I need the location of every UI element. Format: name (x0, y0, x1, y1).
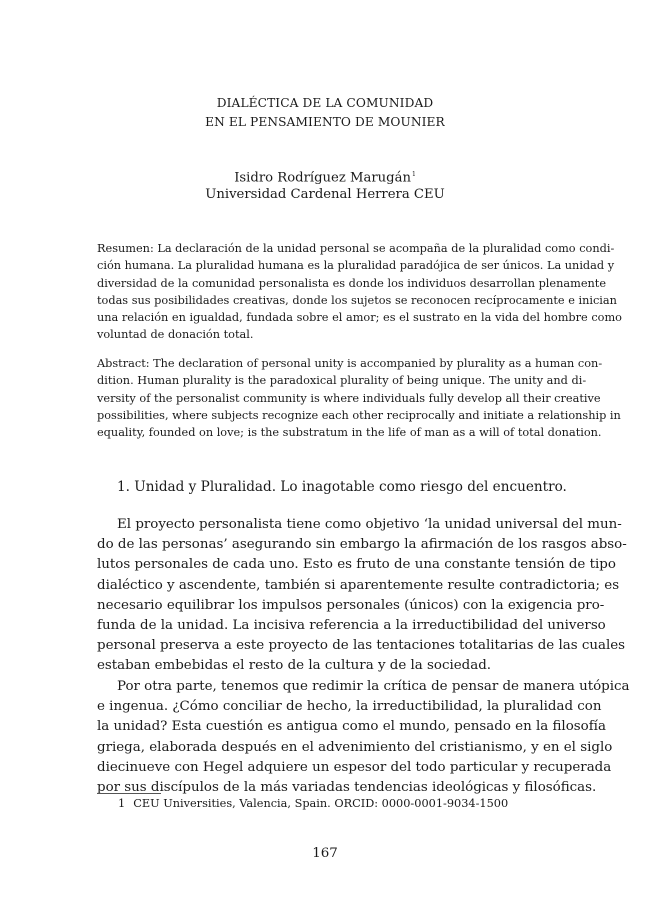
abstract-spanish-line: ción humana. La pluralidad humana es la pluralidad paradójica de ser únicos. La unidad y (97, 259, 615, 273)
abstract-spanish (97, 240, 622, 344)
paragraph-line: funda de la unidad. La incisiva referencia a la irreductibilidad del universo (97, 617, 606, 633)
paragraph-line: Por otra parte, tenemos que redimir la crítica de pensar de manera utópica (117, 679, 630, 694)
paragraph-line: la unidad? Esta cuestión es antigua como el mundo, pensado en la filosofía (97, 719, 606, 735)
abstract-english-line: possibilities, where subjects recognize each other reciprocally and initiate a relationship in (97, 408, 621, 422)
paragraph-line: necesario equilibrar los impulsos personales (únicos) con la exigencia pro- (97, 597, 605, 613)
article-title-line-1: DIALÉCTICA DE LA COMUNIDAD (216, 96, 434, 110)
abstract-english-line: Abstract: The declaration of personal unity is accompanied by plurality as a human con- (97, 357, 603, 370)
footnote (118, 796, 508, 812)
author-footnote-mark[interactable]: 1 (411, 171, 416, 178)
abstract-english (97, 355, 621, 441)
paragraph-line: do de las personas’ asegurando sin embargo la afirmación de los rasgos abso- (97, 537, 627, 553)
body-paragraph-2 (97, 677, 630, 798)
paragraph-line: El proyecto personalista tiene como objetivo ‘la unidad universal del mun- (117, 517, 622, 532)
paragraph-line: personal preserva a este proyecto de las tentaciones totalitarias de las cuales (97, 638, 626, 654)
author-affiliation: Universidad Cardenal Herrera CEU (205, 187, 445, 202)
abstract-english-line: equality, founded on love; is the substratum in the life of man as a will of total donation. (97, 426, 602, 440)
abstract-spanish-line: todas sus posibilidades creativas, donde los sujetos se reconocen recíprocamente e inician (97, 293, 617, 307)
body-paragraph-1 (97, 515, 627, 677)
paragraph-line: griega, elaborada después en el advenimiento del cristianismo, y en el siglo (97, 739, 613, 755)
paragraph-line: dialéctico y ascendente, también si aparentemente resulte contradictoria; es (97, 577, 620, 593)
abstract-spanish-line: una relación en igualdad, fundada sobre el amor; es el sustrato en la vida del hombre como (97, 311, 622, 325)
paragraph-line: lutos personales de cada uno. Esto es fruto de una constante tensión de tipo (97, 557, 616, 573)
abstract-spanish-line: diversidad de la comunidad personalista es donde los individuos desarrollan plenamente (97, 276, 607, 290)
abstract-english-line: dition. Human plurality is the paradoxical plurality of being unique. The unity and di- (97, 374, 587, 388)
author-name-text: Isidro Rodríguez Marugán (234, 170, 411, 186)
footnote-number: 1 (118, 797, 126, 810)
paragraph-line: diecinueve con Hegel adquiere un espesor del todo particular y recuperada (97, 759, 612, 775)
paragraph-line: estaban embebidas el resto de la cultura y de la sociedad. (97, 658, 492, 674)
paragraph-line: por sus discípulos de la más variadas tendencias ideológicas y filosóficas. (97, 779, 597, 795)
page-number: 167 (312, 846, 338, 861)
abstract-english-line: versity of the personalist community is where individuals fully develop all their creative (97, 391, 601, 405)
abstract-spanish-line: voluntad de donación total. (97, 328, 254, 342)
abstract-spanish-line: Resumen: La declaración de la unidad personal se acompaña de la pluralidad como condi- (97, 242, 615, 255)
footnote-text: CEU Universities, Valencia, Spain. ORCID: 0000-0001-9034-1500 (133, 797, 509, 810)
footnote-separator (97, 793, 161, 794)
section-heading: 1. Unidad y Pluralidad. Lo inagotable como riesgo del encuentro. (117, 479, 567, 495)
article-title-line-2: EN EL PENSAMIENTO DE MOUNIER (205, 115, 445, 129)
paragraph-line: e ingenua. ¿Cómo conciliar de hecho, la irreductibilidad, la pluralidad con (97, 699, 602, 715)
